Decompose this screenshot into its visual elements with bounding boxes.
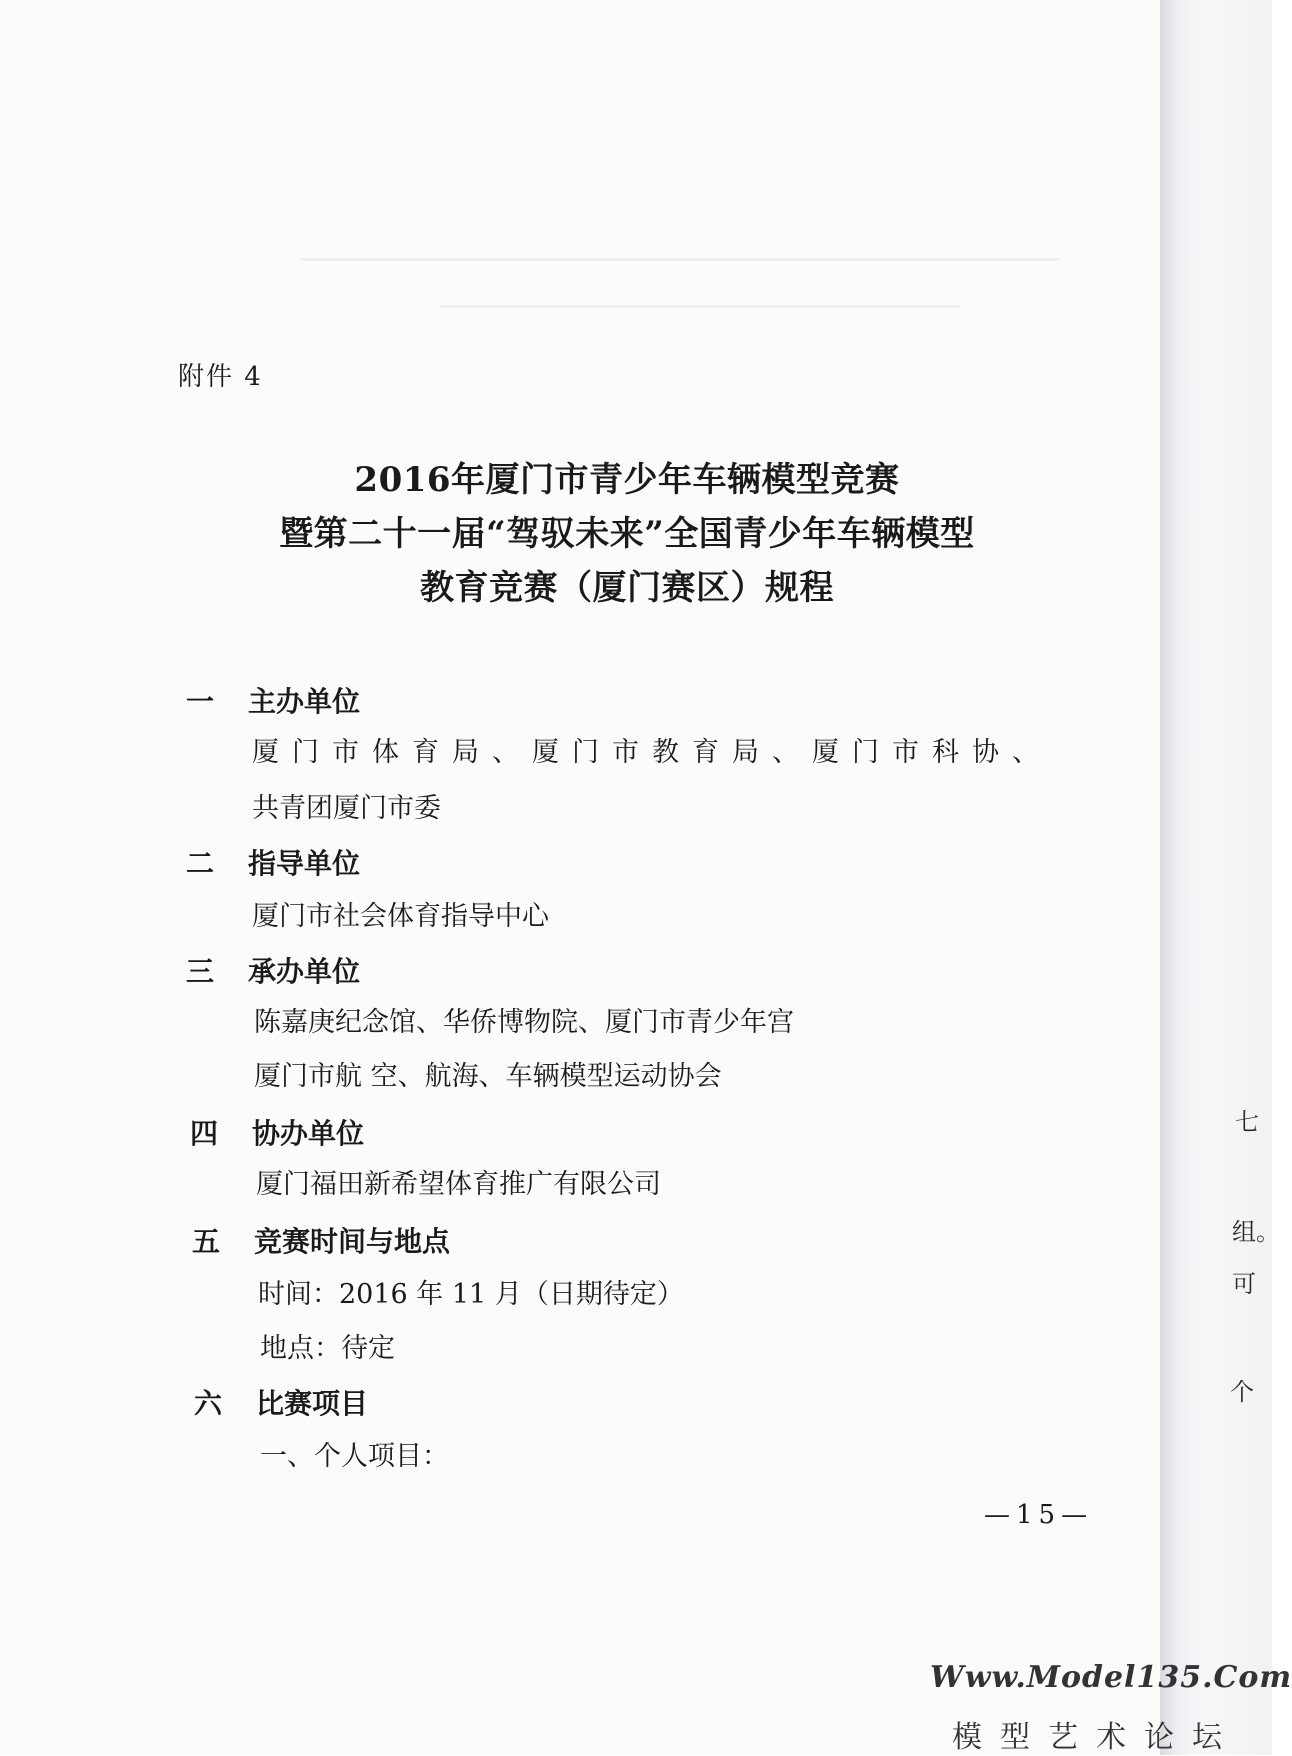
host-line-1: 陈嘉庚纪念馆、华侨博物院、厦门市青少年宫 [254, 1007, 794, 1038]
section-heading-co-organizer [190, 1112, 364, 1152]
watermark-forum-name: 模型艺术论坛 [952, 1720, 1240, 1755]
adjacent-page-text: 可 [1232, 1270, 1256, 1298]
section-heading-events [194, 1382, 368, 1422]
section-title: 主办单位 [248, 685, 361, 718]
scan-bleed-through [300, 258, 1060, 261]
adjacent-page-text: 组。 [1232, 1218, 1280, 1246]
competition-venue: 地点：待定 [260, 1333, 395, 1364]
section-heading-host [186, 950, 360, 990]
section-title: 竞赛时间与地点 [254, 1225, 451, 1258]
section-number: 二 [186, 847, 215, 880]
host-line-2: 厦门市航 空、航海、车辆模型运动协会 [254, 1061, 722, 1092]
section-title: 承办单位 [248, 955, 361, 988]
organizer-line-2: 共青团厦门市委 [252, 793, 441, 824]
document-title-line-1: 2016年厦门市青少年车辆模型竞赛 [354, 460, 900, 500]
competition-time: 时间：2016 年 11 月（日期待定） [258, 1279, 684, 1310]
section-number: 五 [192, 1225, 221, 1258]
document-title-line-2: 暨第二十一届“驾驭未来”全国青少年车辆模型 [279, 514, 975, 554]
section-heading-time-venue [192, 1220, 450, 1260]
section-title: 协办单位 [252, 1117, 365, 1150]
attachment-label: 附件 4 [178, 362, 263, 392]
section-heading-guidance [186, 842, 360, 882]
section-title: 指导单位 [248, 847, 361, 880]
section-number: 一 [186, 685, 215, 718]
section-title: 比赛项目 [256, 1387, 369, 1420]
organizer-line-1: 厦门市体育局、厦门市教育局、厦门市科协、 [252, 737, 1052, 768]
adjacent-page-text: 七 [1235, 1108, 1259, 1136]
section-heading-organizer [186, 680, 360, 720]
co-organizer-line-1: 厦门福田新希望体育推广有限公司 [256, 1169, 661, 1200]
adjacent-page-text: 个 [1230, 1378, 1254, 1406]
document-title-line-3: 教育竞赛（厦门赛区）规程 [420, 568, 834, 608]
individual-events-label: 一、个人项目： [260, 1441, 449, 1472]
adjacent-page-edge [1160, 0, 1280, 1755]
scan-bleed-through [440, 305, 960, 308]
section-number: 六 [194, 1387, 223, 1420]
page-number: —15— [984, 1500, 1094, 1530]
watermark-url: Www.Model135.Com [930, 1660, 1292, 1695]
guidance-line-1: 厦门市社会体育指导中心 [252, 901, 549, 932]
section-number: 四 [190, 1117, 219, 1150]
section-number: 三 [186, 955, 215, 988]
